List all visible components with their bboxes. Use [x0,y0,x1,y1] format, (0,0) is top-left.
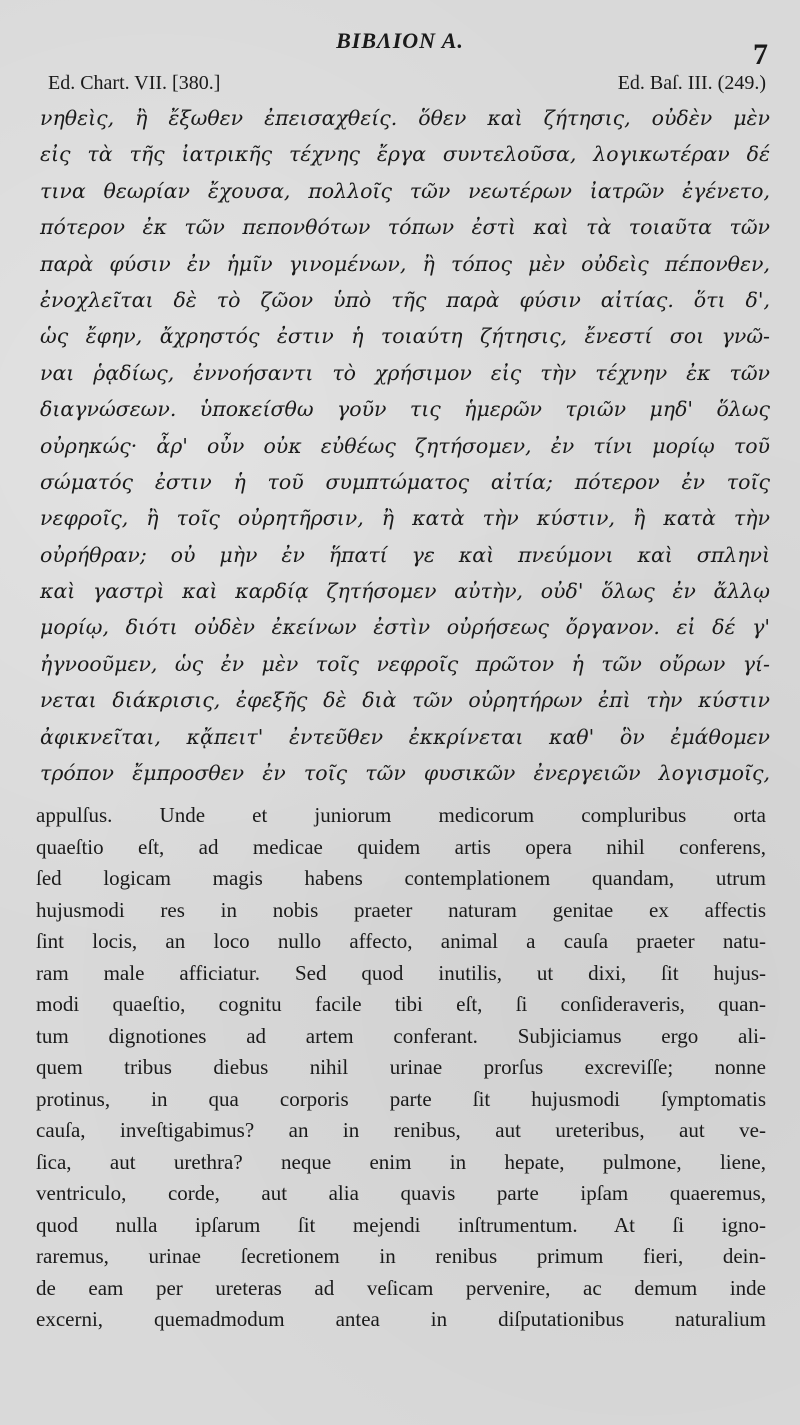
latin-text-line: ram male afficiatur. Sed quod inutilis, ut dixi, ſit hujus- [36,960,766,985]
edition-reference-right: Ed. Baſ. III. (249.) [617,72,766,94]
latin-text-line: de eam per ureteras ad veſicam pervenire, ac demum inde [36,1275,766,1300]
edition-references [48,72,766,95]
greek-text-line: ἀφικνεῖται, κᾄπειτ' ἐντεῦθεν ἐκκρίνεται καθ' ὃν ἐμάθομεν [40,724,770,749]
greek-text-line: μορίῳ, διότι οὐδὲν ἐκείνων ἐστὶν οὐρήσεως ὄργανον. εἰ δέ γ' [40,615,770,640]
greek-text-line: πότερον ἐκ τῶν πεπονθότων τόπων ἐστὶ καὶ τὰ τοιαῦτα τῶν [40,215,770,240]
latin-text-line: modi quaeſtio, cognitu facile tibi eſt, ſi conſideraveris, quan- [36,992,766,1016]
greek-text-line: ἐνοχλεῖται δὲ τὸ ζῶον ὑπὸ τῆς παρὰ φύσιν αἰτίας. ὅτι δ', [40,287,770,312]
latin-text-line: hujusmodi res in nobis praeter naturam genitae ex affectis [36,897,766,922]
latin-text-block [36,800,766,1336]
latin-text-line: excerni, quemadmodum antea in diſputationibus naturalium [36,1307,766,1331]
greek-text-line: διαγνώσεων. ὑποκείσθω γοῦν τις ἡμερῶν τριῶν μηδ' ὅλως [40,397,770,422]
latin-text-line: cauſa, inveſtigabimus? an in renibus, aut ureteribus, aut ve- [36,1118,766,1142]
page-number: 7 [753,38,768,71]
latin-text-line: tum dignotiones ad artem conferant. Subjiciamus ergo ali- [36,1023,766,1048]
latin-text-line: raremus, urinae ſecretionem in renibus primum fieri, dein- [36,1244,766,1268]
greek-text-block [40,100,770,791]
latin-text-line: ſint locis, an loco nullo affecto, animal a cauſa praeter natu- [36,929,766,953]
greek-text-line: παρὰ φύσιν ἐν ἡμῖν γινομένων, ἢ τόπος μὲν οὐδεὶς πέπονθεν, [40,251,770,276]
latin-text-line: quem tribus diebus nihil urinae prorſus excreviſſe; nonne [36,1055,766,1079]
greek-text-line: τινα θεωρίαν ἔχουσα, πολλοῖς τῶν νεωτέρων ἰατρῶν ἐγένετο, [40,178,770,203]
latin-text-line: ſica, aut urethra? neque enim in hepate, pulmone, liene, [36,1149,766,1174]
running-head: ΒΙΒΛΙΟΝ Α. [336,28,464,53]
greek-text-line: ὡς ἔφην, ἄχρηστός ἐστιν ἡ τοιαύτη ζήτησις, ἔνεστί σοι γνῶ- [40,324,770,349]
greek-text-line: νηθεὶς, ἢ ἔξωθεν ἐπεισαχθείς. ὅθεν καὶ ζήτησις, οὐδὲν μὲν [40,106,770,130]
greek-text-line: τρόπον ἔμπροσθεν ἐν τοῖς τῶν φυσικῶν ἐνεργειῶν λογισμοῖς, [40,761,770,786]
edition-reference-left: Ed. Chart. VII. [380.] [48,72,221,94]
latin-text-line: ſed logicam magis habens contemplationem quandam, utrum [36,866,766,890]
greek-text-line: καὶ γαστρὶ καὶ καρδίᾳ ζητήσομεν αὐτὴν, οὐδ' ὅλως ἐν ἄλλῳ [40,579,770,604]
latin-text-line: protinus, in qua corporis parte ſit hujusmodi ſymptomatis [36,1086,766,1111]
greek-text-line: νεται διάκρισις, ἐφεξῆς δὲ διὰ τῶν οὐρητήρων ἐπὶ τὴν κύστιν [40,688,770,713]
greek-text-line: ναι ῥᾳδίως, ἐννοήσαντι τὸ χρήσιμον εἰς τὴν τέχνην ἐκ τῶν [40,360,770,385]
greek-text-line: οὐρηκώς· ἆρ' οὖν οὐκ εὐθέως ζητήσομεν, ἐν τίνι μορίῳ τοῦ [40,433,770,458]
greek-text-line: οὐρήθραν; οὐ μὴν ἐν ἥπατί γε καὶ πνεύμονι καὶ σπληνὶ [40,542,770,567]
greek-text-line: σώματός ἐστιν ἡ τοῦ συμπτώματος αἰτία; πότερον ἐν τοῖς [40,469,770,494]
latin-text-line: appulſus. Unde et juniorum medicorum compluribus orta [36,803,766,827]
latin-text-line: ventriculo, corde, aut alia quavis parte ipſam quaeremus, [36,1181,766,1205]
greek-text-line: εἰς τὰ τῆς ἰατρικῆς τέχνης ἔργα συντελοῦσα, λογικωτέραν δέ [40,142,770,167]
greek-text-line: νεφροῖς, ἢ τοῖς οὐρητῆρσιν, ἢ κατὰ τὴν κύστιν, ἢ κατὰ τὴν [40,506,770,531]
greek-text-line: ἠγνοοῦμεν, ὡς ἐν μὲν τοῖς νεφροῖς πρῶτον ἡ τῶν οὔρων γί- [40,651,770,676]
latin-text-line: quod nulla ipſarum ſit mejendi inſtrumentum. At ſi igno- [36,1212,766,1237]
latin-text-line: quaeſtio eſt, ad medicae quidem artis opera nihil conferens, [36,834,766,859]
